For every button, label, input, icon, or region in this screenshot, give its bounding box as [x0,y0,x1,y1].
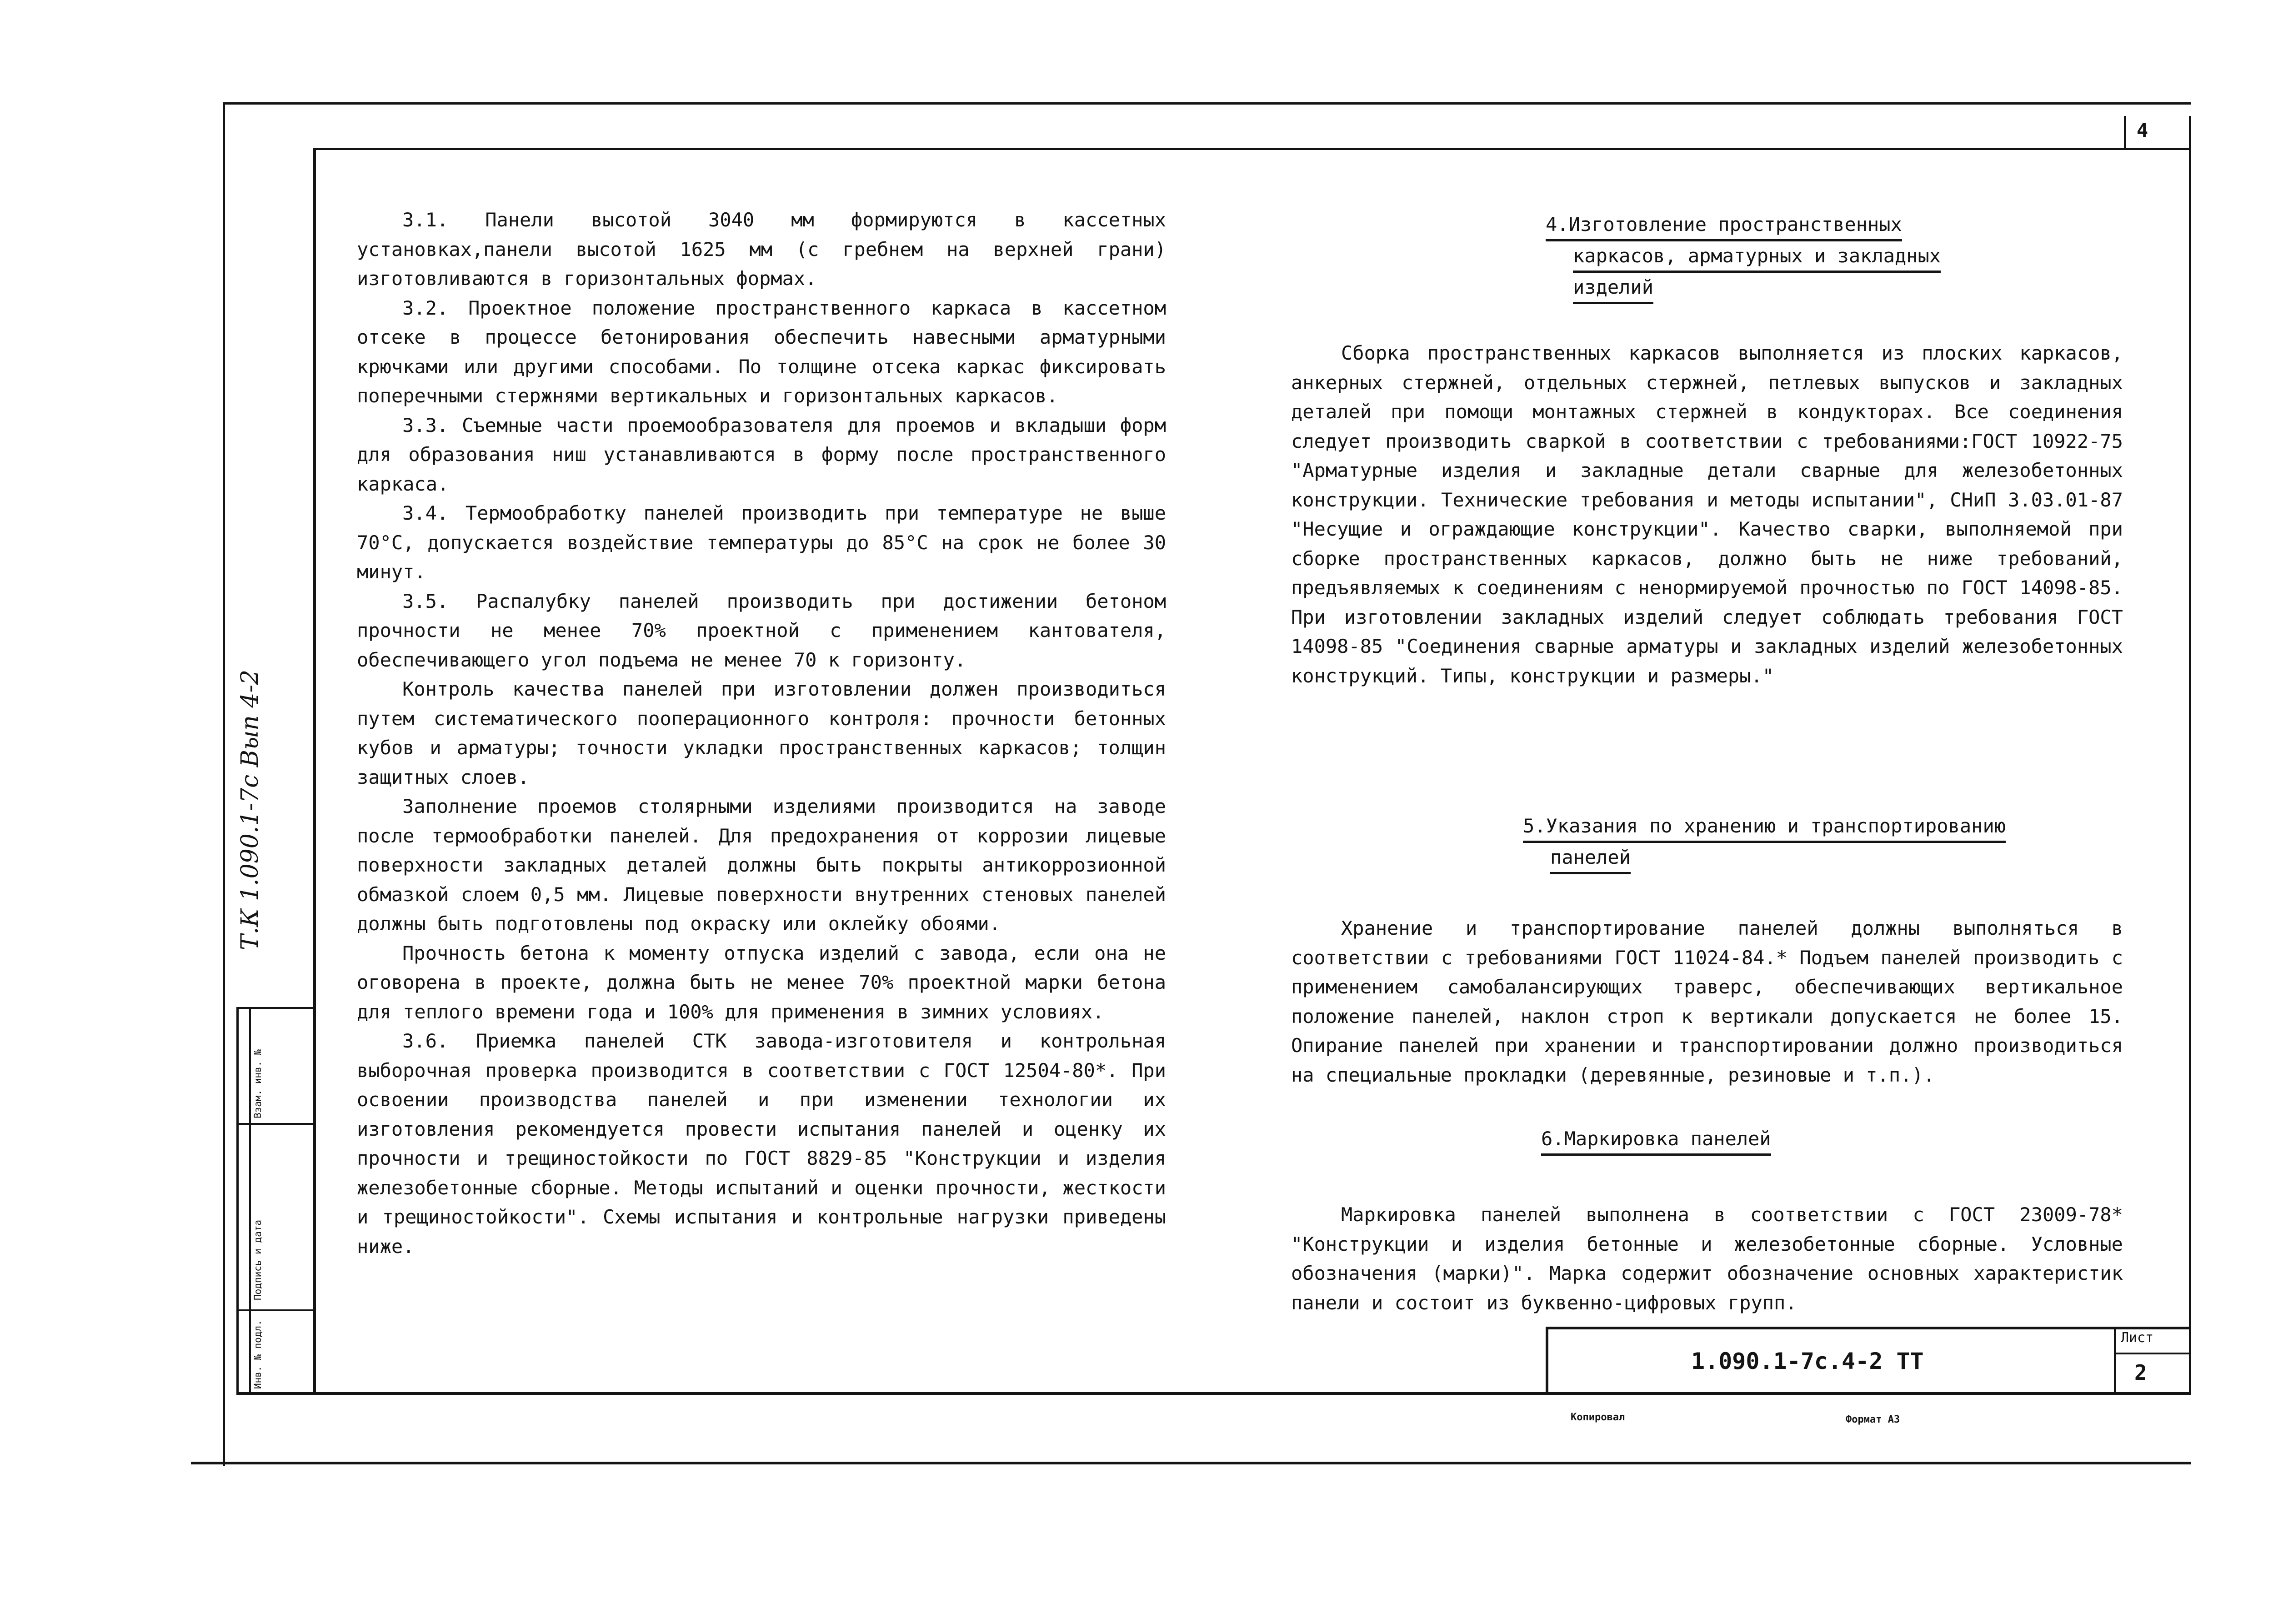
section-4-heading-line-2: каркасов, арматурных и закладных [1573,241,1941,273]
section-4-heading [1546,210,1941,304]
stamp-divider-1 [249,1007,251,1393]
corner-number: 4 [2137,119,2148,141]
title-block-top [1546,1327,2191,1329]
title-block-left [1546,1327,1548,1394]
outer-frame-top [223,102,2191,105]
document-code: 1.090.1-7с.4-2 ТТ [1691,1348,1924,1374]
stamp-left [236,1007,239,1393]
paragraph-3-6: 3.6. Приемка панелей СТК завода-изготовителя и контрольная выборочная проверка производится в соответствии с ГОСТ 12504-80*. При освоении производства панелей и при изменении технологии их изготовления рекомендуется провести испытания панелей и оценку их прочности и трещиностойкости по ГОСТ 8829-85 "Конструкции и изделия железобетонные сборные. Методы испытаний и оценки прочности, жесткости и трещиностойкости". Схемы испытания и контрольные нагрузки приведены ниже. [357,1030,1166,1258]
section-5-paragraph: Хранение и транспортирование панелей должны выполняться в соответствии с требованиями ГОСТ 11024-84.* Подъем панелей производить с применением самобалансирующих траверс, обеспечивающих вертикальное положение панелей, наклон строп к вертикали допускается не более 15. Опирание панелей при хранении и транспортировании должно производиться на специальные прокладки (деревянные, резиновые и т.п.). [1291,917,2123,1086]
stamp-sep-1 [236,1123,314,1125]
stamp-top [236,1007,314,1009]
stamp-label-signature-date: Подпись и дата [252,1219,263,1300]
paragraph-3-3: 3.3. Съемные части проемообразователя для проемов и вкладыши форм для образования ниш устанавливаются в форму после пространственного каркаса. [357,414,1166,495]
section-5-heading [1523,812,2006,874]
paragraph-openings: Заполнение проемов столярными изделиями производится на заводе после термообработки панелей. Для предохранения от коррозии лицевые поверхности закладных деталей должны быть покрыты антикоррозионной обмазкой слоем 0,5 мм. Лицевые поверхности внутренних стеновых панелей должны быть подготовлены под окраску или оклейку обоями. [357,795,1166,935]
corner-box-left [2124,116,2126,150]
stamp-sep-2 [236,1309,314,1311]
copied-label: Копировал [1571,1412,1625,1423]
sheet-label: Лист [2121,1330,2154,1346]
inner-frame-bottom [236,1392,2191,1395]
paragraph-quality-control: Контроль качества панелей при изготовлении должен производиться путем систематического пооперационного контроля: прочности бетонных кубов и арматуры; точности укладки пространственных каркасов; толщин защитных слоев. [357,678,1166,788]
inner-frame-top [314,148,2191,150]
sheet-number: 2 [2134,1360,2147,1385]
section-6-heading [1541,1124,1771,1156]
section-5-text [1291,914,2123,1090]
section-4-text [1291,339,2123,691]
paragraph-3-2: 3.2. Проектное положение пространственного каркаса в кассетном отсеке в процессе бетонирования обеспечить навесными арматурными крючками или другими способами. По толщине отсека каркас фиксировать поперечными стержнями вертикальных и горизонтальных каркасов. [357,296,1166,407]
stamp-label-inv-podl: Инв. № подл. [252,1320,263,1389]
section-4-paragraph: Сборка пространственных каркасов выполняется из плоских каркасов, анкерных стержней, отдельных стержней, петлевых выпусков и закладных деталей при помощи монтажных стержней в кондукторах. Все соединения следует производить сваркой в соответствии с требованиями:ГОСТ 10922-75 "Арматурные изделия и закладные детали сварные для железобетонных конструкции. Технические требования и методы испытании", СНиП 3.03.01-87 "Несущие и ограждающие конструкции". Качество сварки, выполняемой при сборке пространственных каркасов, должно быть не ниже требований, предъявляемых к соединениям с ненормируемой прочностью по ГОСТ 14098-85. При изготовлении закладных изделий следует соблюдать требования ГОСТ 14098-85 "Соединения сварные арматуры и закладных изделий железобетонных конструкций. Типы, конструкции и размеры." [1291,342,2123,687]
paragraph-3-4: 3.4. Термообработку панелей производить при температуре не выше 70°С, допускается воздействие температуры до 85°С на срок не более 30 минут. [357,502,1166,583]
title-block-sheet-hline [2114,1353,2191,1354]
format-label: Формат А3 [1846,1414,1900,1425]
section-5-heading-line-1: 5.Указания по хранению и транспортированию [1523,812,2006,843]
section-6-text [1291,1200,2123,1318]
outer-frame-left [223,102,225,1466]
section-4-heading-line-1: 4.Изготовление пространственных [1546,210,1902,241]
section-4-heading-line-3: изделий [1573,273,1653,304]
paragraph-3-5: 3.5. Распалубку панелей производить при достижении бетоном прочности не менее 70% проектной с применением кантователя, обеспечивающего угол подъема не менее 70 к горизонту. [357,590,1166,671]
left-text-column [357,206,1166,1261]
title-block-sheet-divider [2114,1327,2116,1394]
section-6-paragraph: Маркировка панелей выполнена в соответствии с ГОСТ 23009-78* "Конструкции и изделия бетонные и железобетонные сборные. Условные обозначения (марки)". Марка содержит обозначение основных характеристик панели и состоит из буквенно-цифровых групп. [1291,1203,2123,1314]
section-5-heading-line-2: панелей [1550,843,1631,874]
paragraph-concrete-strength: Прочность бетона к моменту отпуска изделий с завода, если она не оговорена в проекте, должна быть не менее 70% проектной марки бетона для теплого времени года и 100% для применения в зимних условиях. [357,942,1166,1023]
stamp-label-vzam-inv: Взам. инв. № [252,1049,263,1118]
inner-frame-left [313,148,316,1393]
section-6-heading-line-1: 6.Маркировка панелей [1541,1124,1771,1156]
outer-frame-bottom [191,1462,2191,1464]
inner-frame-right [2189,116,2191,1393]
paragraph-3-1: 3.1. Панели высотой 3040 мм формируются в кассетных установках,панели высотой 1625 мм (с гребнем на верхней грани) изготовливаются в горизонтальных формах. [357,209,1166,290]
side-document-code: Т.К 1.090.1-7с Вып 4-2 [236,669,264,950]
